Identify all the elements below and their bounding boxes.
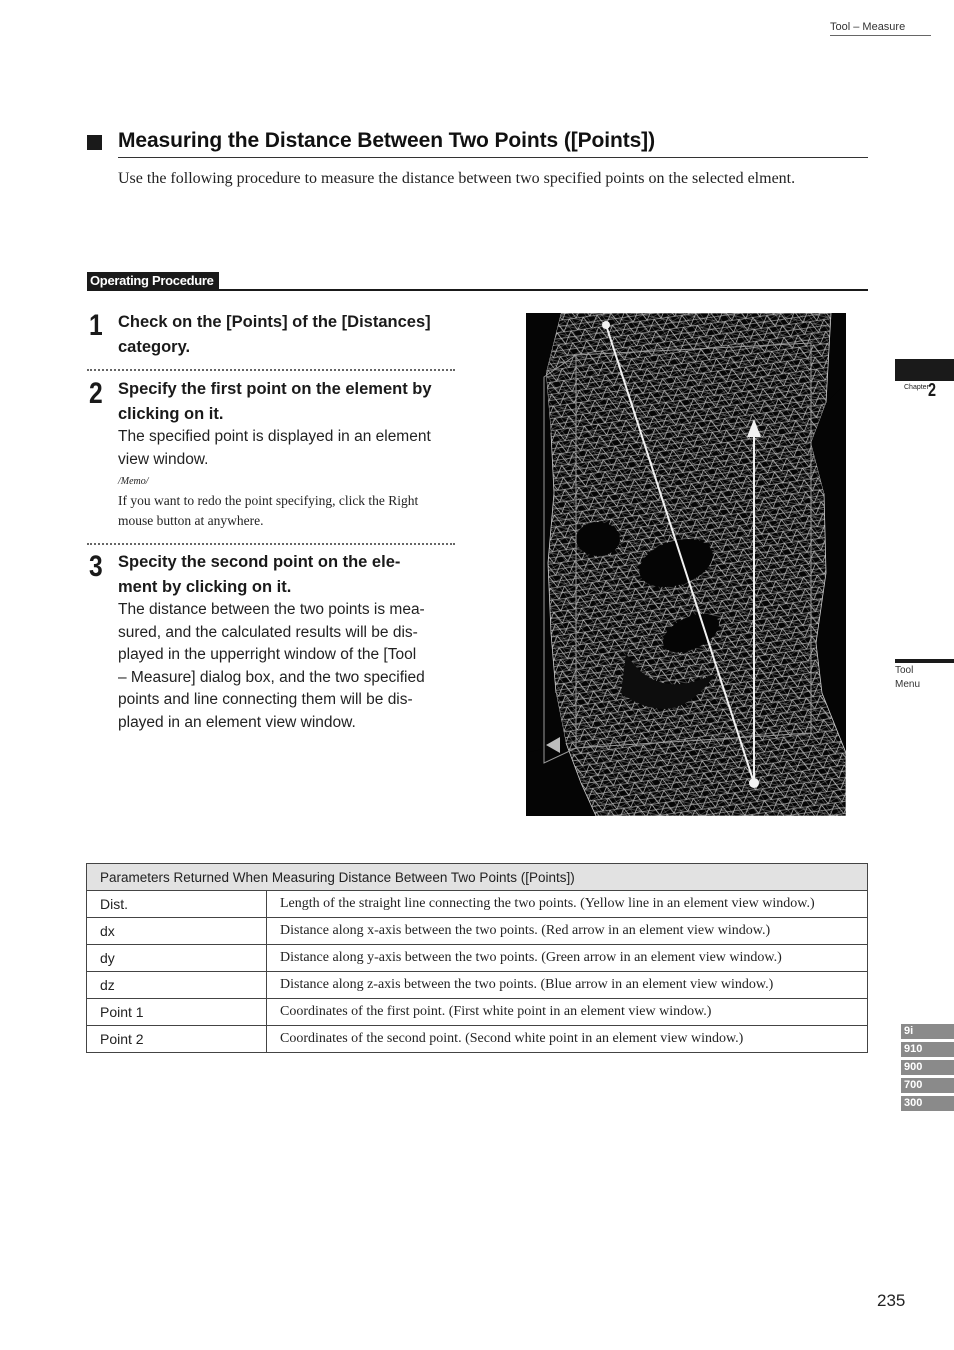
chapter-number: 2 xyxy=(928,380,937,400)
step-2-body-line: view window. xyxy=(118,450,209,468)
step-1-number: 1 xyxy=(89,309,103,342)
param-description: Distance along y-axis between the two points. (Green arrow in an element view window.) xyxy=(267,945,868,972)
table-row xyxy=(87,1026,868,1053)
param-name: dy xyxy=(87,945,267,972)
chapter-label: Chapter xyxy=(904,384,929,391)
operating-procedure-rule xyxy=(87,289,868,291)
chapter-tab-block xyxy=(895,359,954,381)
model-badge: 300 xyxy=(901,1096,954,1111)
step-2-title-line: Specify the first point on the element by xyxy=(118,380,432,398)
table-row xyxy=(87,891,868,918)
step-3-title-line: Specity the second point on the ele- xyxy=(118,553,401,571)
step-3-body-line: sured, and the calculated results will be dis- xyxy=(118,623,418,641)
param-name: Dist. xyxy=(87,891,267,918)
tool-menu-label xyxy=(895,664,920,692)
table-row xyxy=(87,999,868,1026)
param-description: Distance along x-axis between the two points. (Red arrow in an element view window.) xyxy=(267,918,868,945)
step-2-title xyxy=(118,377,463,427)
step-divider xyxy=(87,543,455,545)
section-intro: Use the following procedure to measure the distance between two specified points on the selected elment. xyxy=(118,170,796,187)
step-divider xyxy=(87,369,455,371)
param-description: Coordinates of the second point. (Second white point in an element view window.) xyxy=(267,1026,868,1053)
step-3-title-line: ment by clicking on it. xyxy=(118,578,292,596)
tool-menu-label-line: Tool xyxy=(895,665,914,676)
table-row xyxy=(87,918,868,945)
step-2-body-line: The specified point is displayed in an element xyxy=(118,428,431,445)
step-3-body xyxy=(118,599,453,734)
running-head: Tool – Measure xyxy=(830,21,931,36)
model-badge: 910 xyxy=(901,1042,954,1057)
step-1-title-line: category. xyxy=(118,338,191,356)
memo-text xyxy=(118,491,458,531)
element-view-wireframe-image xyxy=(526,313,846,816)
param-description: Distance along z-axis between the two points. (Blue arrow in an element view window.) xyxy=(267,972,868,999)
memo-line: If you want to redo the point specifying, click the Right xyxy=(118,493,419,508)
param-name: Point 2 xyxy=(87,1026,267,1053)
section-title-rule xyxy=(118,157,868,158)
model-badge: 9i xyxy=(901,1024,954,1039)
step-3-body-line: played in an element view window. xyxy=(118,713,356,731)
step-3-body-line: played in the upperright window of the [Tool xyxy=(118,646,417,663)
operating-procedure-label: Operating Procedure xyxy=(87,272,219,289)
param-name: Point 1 xyxy=(87,999,267,1026)
tool-menu-tab-bar xyxy=(895,659,954,663)
model-badge: 700 xyxy=(901,1078,954,1093)
param-description: Length of the straight line connecting the two points. (Yellow line in an element view window.) xyxy=(267,891,868,918)
step-3-number: 3 xyxy=(89,550,103,583)
step-2-title-line: clicking on it. xyxy=(118,405,224,423)
memo-icon-label: Memo xyxy=(120,476,146,487)
section-bullet-square xyxy=(87,135,102,150)
model-badge: 900 xyxy=(901,1060,954,1075)
param-description: Coordinates of the first point. (First white point in an element view window.) xyxy=(267,999,868,1026)
tool-menu-label-line: Menu xyxy=(895,679,921,690)
step-3-body-line: – Measure] dialog box, and the two specified xyxy=(118,668,425,686)
step-3-title xyxy=(118,550,463,600)
step-3-body-line: The distance between the two points is mea- xyxy=(118,601,425,618)
table-header-row xyxy=(87,864,868,891)
memo-line: mouse button at anywhere. xyxy=(118,513,264,528)
step-1-title xyxy=(118,310,463,360)
param-name: dz xyxy=(87,972,267,999)
parameters-table xyxy=(86,863,868,1053)
step-2-number: 2 xyxy=(89,377,103,410)
step-3-body-line: points and line connecting them will be dis- xyxy=(118,691,413,708)
section-title: Measuring the Distance Between Two Points ([Points]) xyxy=(118,129,655,152)
param-name: dx xyxy=(87,918,267,945)
table-row xyxy=(87,972,868,999)
step-1-title-line: Check on the [Points] of the [Distances] xyxy=(118,313,431,331)
memo-icon: /Memo/ xyxy=(118,476,149,487)
page-number: 235 xyxy=(877,1291,906,1310)
step-2-body xyxy=(118,426,453,471)
table-header: Parameters Returned When Measuring Distance Between Two Points ([Points]) xyxy=(87,864,868,891)
table-row xyxy=(87,945,868,972)
